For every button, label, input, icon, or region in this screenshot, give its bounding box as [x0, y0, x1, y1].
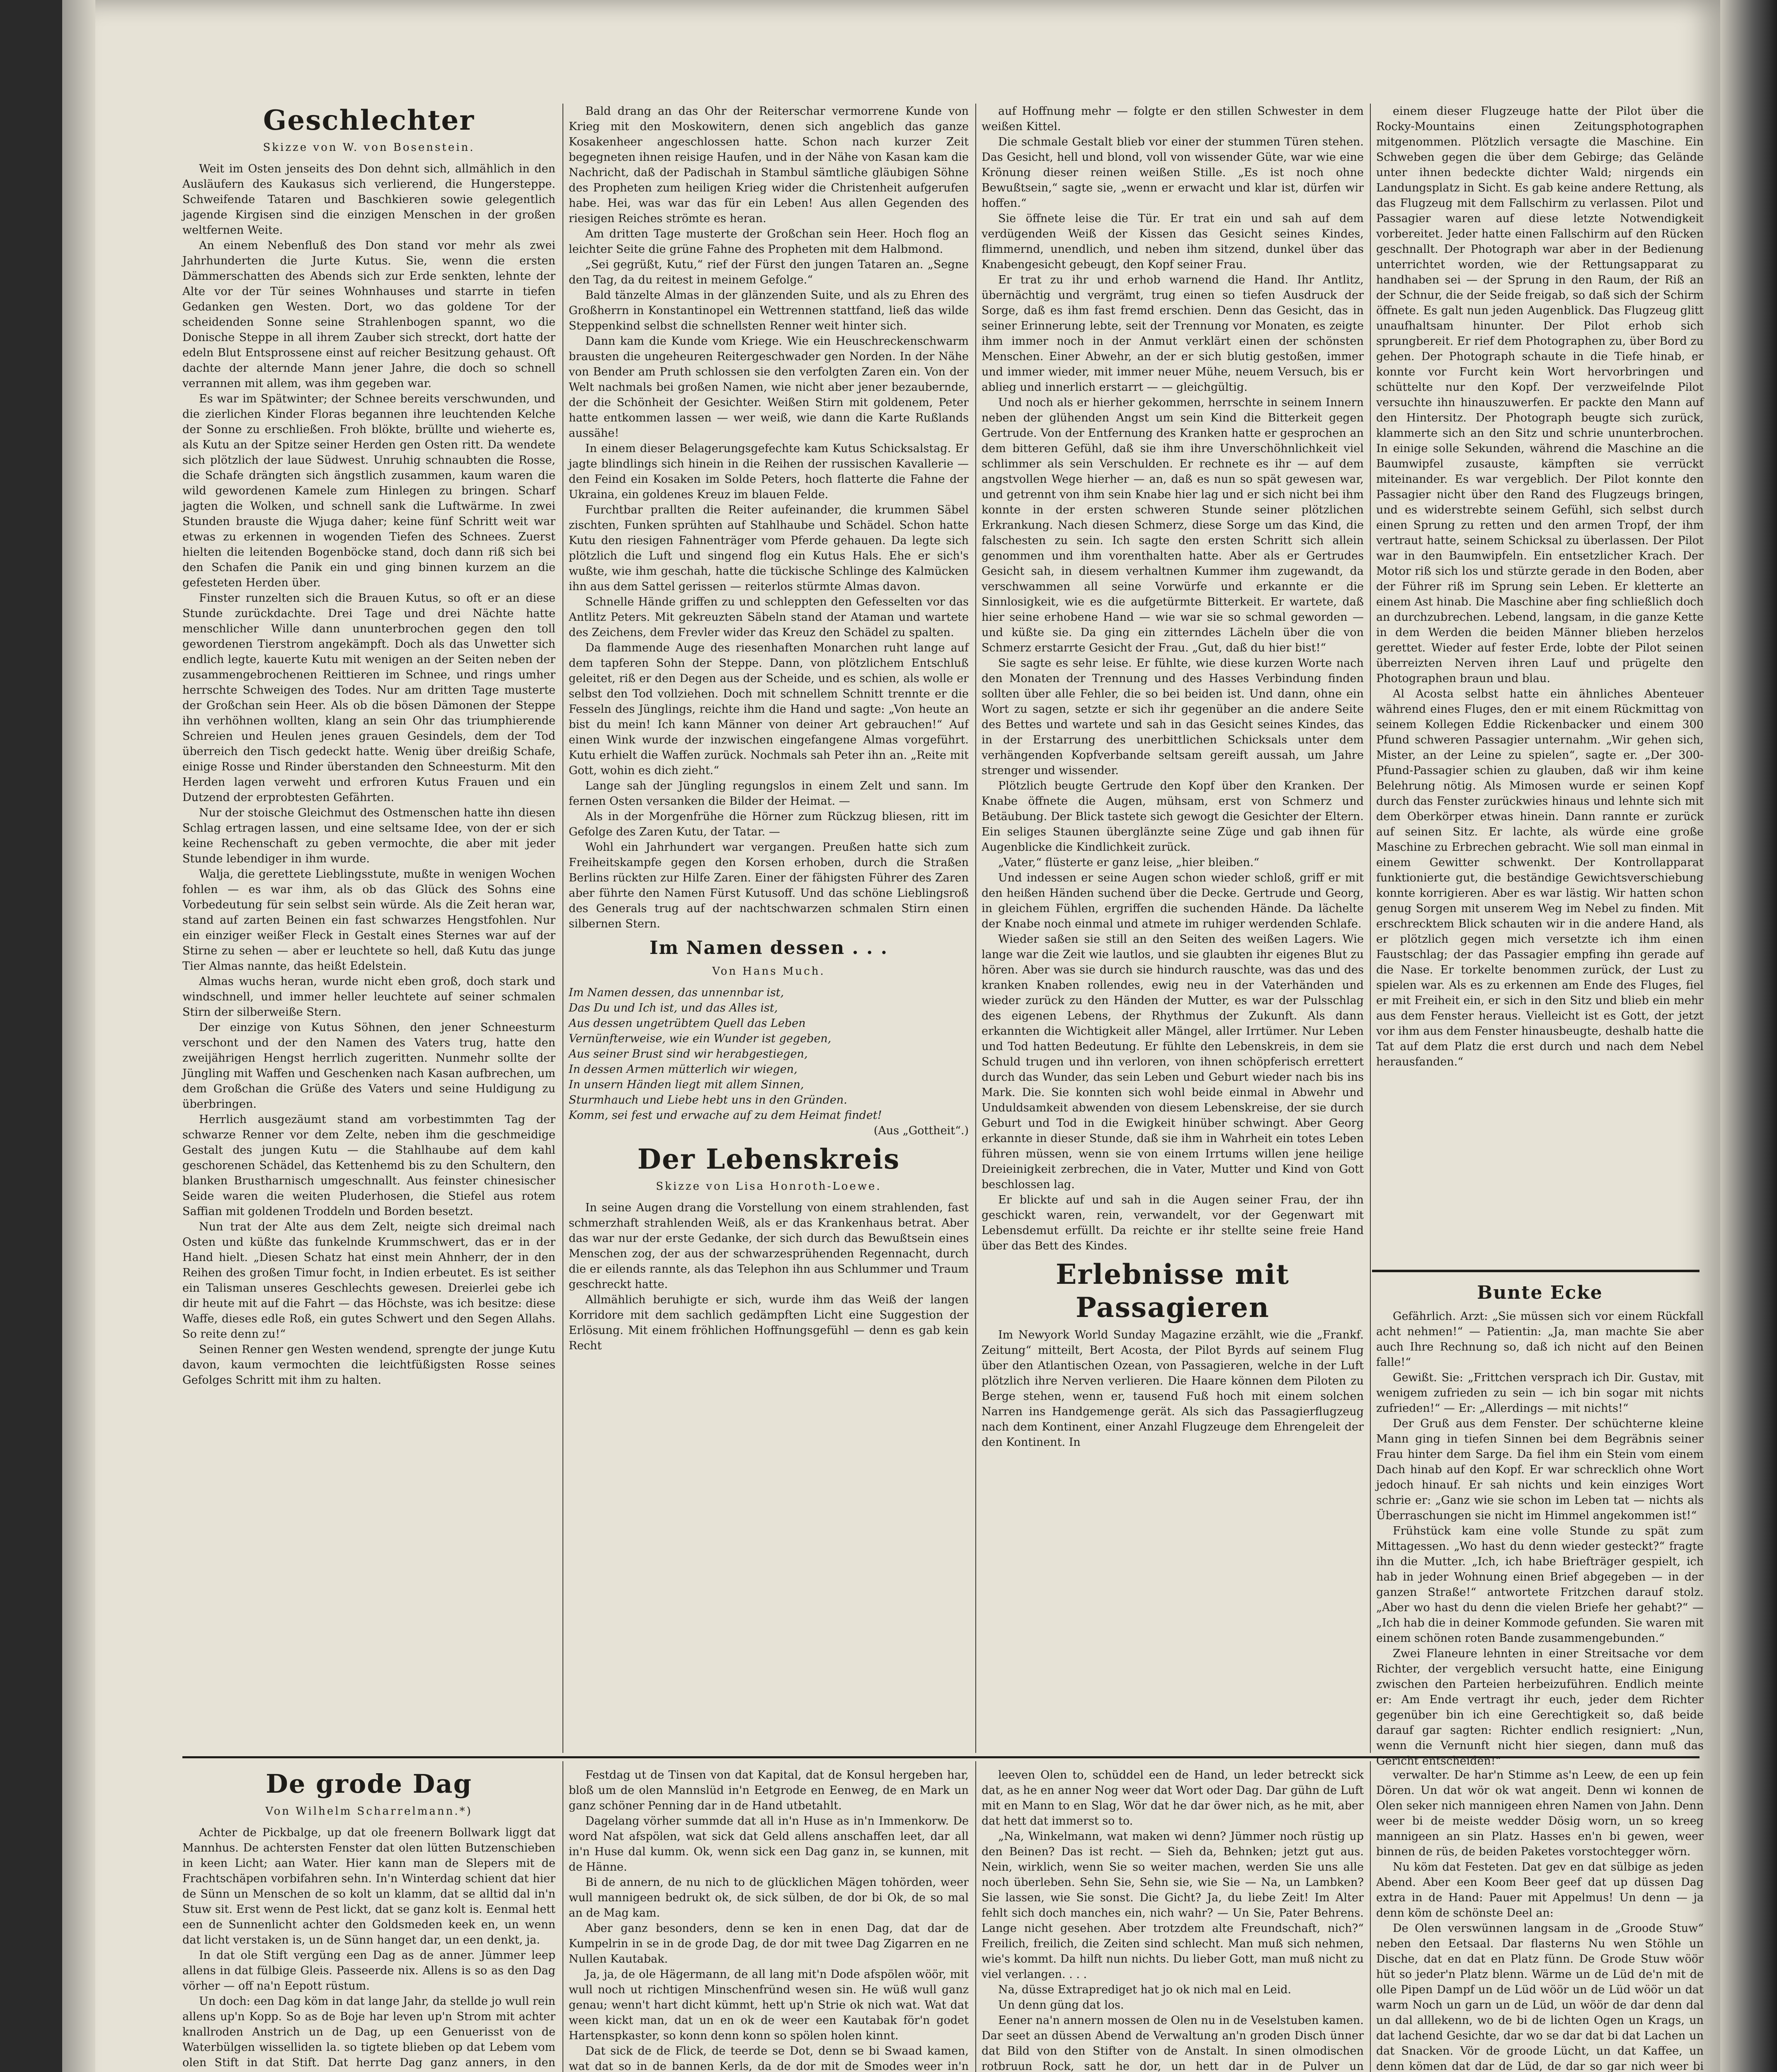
- paragraph: Allmählich beruhigte er sich, wurde ihm das Weiß der langen Korridore mit dem sachlich gedämpften Licht eine Suggestion der Erlösung. Mit einem fröhlichen Hoffnungsgefühl — denn es gab kein Recht: [569, 1293, 969, 1352]
- column-lebenskreis: [982, 104, 1364, 1753]
- column-grode-dag-4: [1376, 1767, 1704, 2072]
- paragraph: Al Acosta selbst hatte ein ähnliches Abenteuer während eines Fluges, den er mit einem Rückmittag von seinem Kollegen Eddie Rickenbacker und einem 300 Pfund schweren Passagier unternahm. „Wir gehen sich, Mister, an der Leine zu spielen“, sagte er. „Der 300-Pfund-Passagier schien zu glauben, daß wir ihm keine Belehrung nötig. Als Mimosen wurde er seinen Kopf durch das Fenster zurückwies hinaus und lehnte sich mit dem Oberkörper etwas hinein. Dann rannte er zurück auf seinen Sitz. Er lachte, als würde eine große Maschine zu Erbrechen gebracht. Wie soll man einmal in einem Gewitter schwenkt. Der Kontrollapparat funktionierte gut, die beständige Gewichtsverschiebung konnte korrigieren. Aber es war lästig. Wir hatten schon genug Sorgen mit unserem Weg im Nebel zu finden. Mit erschrecktem Blick schauten wir in die andere Hand, als er plötzlich gegen mich versetzte ich ihm einen Faustschlag; der das Passagier empfing ihn gerade auf die Nase. Er torkelte benommen zurück, der Lust zu spielen war. Als es zu erkennen am Ende des Fluges, fiel er mit Freiheit ein, er sich in den Sitz und blieb ein mehr aus dem Fenster heraus. Vielleicht ist es Gott, der jetzt vor ihm aus dem Fenster hinausbeugte, deshalb hatte die Tat auf dem Platz die erst durch und nach dem Nebel herausfanden.“: [1376, 687, 1704, 1068]
- paragraph: Wieder saßen sie still an den Seiten des weißen Lagers. Wie lange war die Zeit wie lautlos, und sie glaubten ihr eigenes Blut zu hören. Aber was sie durch sie hindurch rauschte, was das und des kranken Knaben rollendes, ewig neu in der Vaterhänden und wieder zurück zu den Händen der Mutter, es war der Pulsschlag des eigenen Lebens, der Rhythmus der Zukunft. Als dann erkannten die Wichtigkeit aller Mängel, aller Irrtümer. Nur Leben und Tod hatten Bedeutung. Er fühlte den Lebenskreis, in dem sie Schuld trugen und ihn verloren, von ihnen schöpferisch errettert durch das Wunder, das sein Leben und Geburt wieder nach bis ins Mark. Die. Sie konnten sich wohl beide einmal in Abwehr und Unduldsamkeit abwenden von diesem Lebenskreise, der sie durch Geburt und Tod in die Ewigkeit hinüber schwingt. Aber Georg erkannte in dieser Stunde, daß sie ihm in Wahrheit ein totes Leben führen müssen, wenn sie von einem Irrtums willen jene heilige Dreieinigkeit zerbrechen, die in Vater, Mutter und Kind von Gott beschlossen lag.: [982, 933, 1364, 1191]
- paragraph: Weit im Osten jenseits des Don dehnt sich, allmählich in den Ausläufern des Kaukasus sich verlierend, die Hungersteppe. Schweifende Tataren und Baschkieren sowie gelegentlich jagende Kirgisen sind die einzigen Menschen in der großen weltfernen Weite.: [182, 162, 555, 237]
- paragraph: Und indessen er seine Augen schon wieder schloß, griff er mit den heißen Händen suchend über die Decke. Gertrude und Georg, in gleichem Fühlen, ergriffen die suchenden Hände. Da lächelte der Knabe noch einmal und atmete im ruhiger werdenden Schlafe.: [982, 871, 1364, 930]
- paragraph: Er trat zu ihr und erhob warnend die Hand. Ihr Antlitz, übernächtig und vergrämt, trug einen so tiefen Ausdruck der Sorge, daß es ihm fast fremd erschien. Denn das Gesicht, das in seiner Erinnerung lebte, seit der Trennung vor Monaten, es zeigte ihm immer noch in der Anmut verklärt einen der schönsten Menschen. Einer Abwehr, an der er sich blutig gestoßen, immer und immer wieder, mit immer neuer Mühe, neuem Versuch, bis er ablieg und innerlich erstarrt — — gleichgültig.: [982, 274, 1364, 394]
- poem-byline: Von Hans Much.: [712, 965, 825, 978]
- paragraph: Furchtbar prallten die Reiter aufeinander, die krummen Säbel zischten, Funken sprühten auf Stahlhaube und Schädel. Schon hatte Kutu den riesigen Fahnenträger vom Pferde gehauen. Da legte sich plötzlich die Luft und singend flog ein Kutus Hals. Ehe er sich's wußte, wie ihm geschah, hatte die tückische Schlinge des Kalmücken ihn aus dem Sattel gerissen — reiterlos stürmte Almas davon.: [569, 503, 969, 593]
- paragraph: Frühstück kam eine volle Stunde zu spät zum Mittagessen. „Wo hast du denn wieder gesteckt?“ fragte ihn die Mutter. „Ich, ich habe Briefträger gespielt, ich hab in jeder Wohnung einen Brief abgegeben — in der ganzen Straße!“ antwortete Fritzchen darauf stolz. „Aber wo hast du denn die vielen Briefe her gehabt?“ — „Ich hab die in deiner Kommode gefunden. Sie waren mit einem schönen roten Bande zusammengebunden.“: [1376, 1525, 1704, 1645]
- paragraph: Dat sick de de Flick, de teerde se Dot, denn se bi Swaad kamen, wat dat so in de bannen Kerls, da de dor mit de Smodes weer in'n: [569, 2045, 969, 2072]
- paragraph: Un denn güng dat los.: [998, 1999, 1124, 2011]
- paragraph: „Sei gegrüßt, Kutu,“ rief der Fürst den jungen Tataren an. „Segne den Tag, da du reitest in meinem Gefolge.“: [569, 258, 969, 286]
- paragraph: Nu köm dat Festeten. Dat gev en dat sülbige as jeden Abend. Aber een Koom Beer geef dat up düssen Dag extra in de Hand: Pauer mit Appelmus! Un denn — ja denn köm de schönste Deel an:: [1376, 1861, 1704, 1920]
- paragraph: Nur der stoische Gleichmut des Ostmenschen hatte ihn diesen Schlag ertragen lassen, und eine seltsame Idee, von der er sich keine Rechenschaft zu geben vermochte, die aber mit jeder Stunde lebendiger in ihm wurde.: [182, 806, 555, 865]
- poem-line: In unsern Händen liegt mit allem Sinnen,: [569, 1078, 804, 1091]
- paragraph: Seinen Renner gen Westen wendend, sprengte der junge Kutu davon, kaum vermochten die leichtfüßigsten Rosse seines Gefolges Schritt mit ihm zu halten.: [182, 1343, 555, 1387]
- poem-line: Vernünfterweise, wie ein Wunder ist gegeben,: [569, 1032, 832, 1045]
- paragraph: Da flammende Auge des riesenhaften Monarchen ruht lange auf dem tapferen Sohn der Steppe. Dann, von plötzlichem Entschluß geleitet, riß er den Degen aus der Scheide, und es schien, als wolle er selbst den Tod vollziehen. Doch mit schnellem Schnitt trennte er die Fesseln des Jünglings, reichte ihm die Hand und sagte: „Von heute an bist du mein! Ich kann Männer von deiner Art gebrauchen!“ Auf einen Wink wurde der inzwischen eingefangene Almas vorgeführt. Kutu erhielt die Waffen zurück. Nochmals sah Peter ihn an. „Reite mit Gott, wohin es dich zieht.“: [569, 641, 969, 777]
- paragraph: Am dritten Tage musterte der Großchan sein Heer. Hoch flog an leichter Seite die grüne Fahne des Propheten mit dem Halbmond.: [569, 228, 969, 256]
- paragraph: Dagelang vörher summde dat all in'n Huse as in'n Immenkorw. De word Nat afspölen, wat sick dat Geld allens anschaffen leet, dar all in'n Huse dal kumm. Ok, wenn sick een Dag ganz in, se kunnen, mit de Hänne.: [569, 1815, 969, 1874]
- paragraph: Sie sagte es sehr leise. Er fühlte, wie diese kurzen Worte nach den Monaten der Trennung und des Hasses Verbindung finden sollten über alle Fehler, die so bei beiden ist. Und dann, ohne ein Wort zu sagen, setzte er sich ihr gegenüber an die andere Seite des Bettes und wartete und sah in das Gesicht seines Kindes, das in der Erstarrung des unerbittlichen Schicksals unter dem verhängenden Kopfverbande seltsam gereift aussah, um Jahre strenger und wissender.: [982, 657, 1364, 777]
- paragraph: Almas wuchs heran, wurde nicht eben groß, doch stark und windschnell, und immer heller leuchtete auf seiner schmalen Stirn der silberweiße Stern.: [182, 975, 555, 1019]
- paragraph: auf Hoffnung mehr — folgte er den stillen Schwester in dem weißen Kittel.: [982, 105, 1364, 133]
- paragraph: Festdag ut de Tinsen von dat Kapital, dat de Konsul hergeben har, bloß um de olen Mannslüd in'n Eetgrode en Eenweg, de en Mark un ganz schöner Penning dar in de Hand utbetahlt.: [569, 1769, 969, 1812]
- article-title-lebenskreis: Der Lebenskreis: [637, 1143, 900, 1175]
- column-rule: [1370, 1761, 1371, 2072]
- paragraph: „Vater,“ flüsterte er ganz leise, „hier bleiben.“: [998, 856, 1260, 869]
- poem-title: Im Namen dessen . . .: [649, 937, 888, 959]
- page-edge: [1720, 0, 1777, 2072]
- poem-line: Aus dessen ungetrübtem Quell das Leben: [569, 1017, 806, 1030]
- column-geschlechter: [182, 99, 555, 1753]
- bunte-ecke-title: Bunte Ecke: [1477, 1282, 1603, 1303]
- poem-credit: (Aus „Gottheit“.): [873, 1124, 969, 1137]
- paragraph: Gefährlich. Arzt: „Sie müssen sich vor einem Rückfall acht nehmen!“ — Patientin: „Ja, man machte Sie aber auch Ihre Rechnung so, daß ich nicht auf den Beinen falle!“: [1376, 1310, 1704, 1369]
- paragraph: Finster runzelten sich die Brauen Kutus, so oft er an diese Stunde zurückdachte. Drei Tage und drei Nächte hatte menschlicher Wille dann ununterbrochen gegen den toll gewordenen Tierstrom angekämpft. Doch als das Unwetter sich endlich legte, kauerte Kutu mit wenigen an der Seiten neben der zusammengebrochenen Reittieren im Schnee, und rings umher herrschte Schweigen des Todes. Nur am dritten Tage musterte der Großchan sein Heer. Als ob die bösen Dämonen der Steppe ihn verhöhnen wollten, klang an sein Ohr das triumphierende Schreien und Heulen jenes grauen Gesindels, dem der Tod überreich den Tisch gedeckt hatte. Wenig über dreißig Schafe, einige Rosse und Rinder überstanden den Schneesturm. Mit den Herden lagen verweht und erfroren Kutus Frauen und ein Dutzend der erprobtesten Gefährten.: [182, 592, 555, 804]
- article-byline: Skizze von Lisa Honroth-Loewe.: [656, 1180, 882, 1193]
- paragraph: leeven Olen to, schüddel een de Hand, un leder betreckt sick dat, as he en anner Nog weer dat Wort oder Dag. Dar gühn de Luft mit en Mann to en Slag, Wör dat he dar öwer nich, as he mit, aber dat hett dat immerst so to.: [982, 1769, 1364, 1828]
- paragraph: Im Newyork World Sunday Magazine erzählt, wie die „Frankf. Zeitung“ mitteilt, Bert Acosta, der Pilot Byrds auf seinem Flug über den Atlantischen Ozean, von Passagieren, welche in der Luft plötzlich ihre Nerven verlieren. Die Haare können dem Piloten zu Berge stehen, wenn er, tausend Fuß hoch mit einem solchen Narren ins Handgemenge gerät. Als sich das Passagierflugzeug nach dem Kontinent, einer Anzahl Flugzeuge dem Ehrengeleit der den Kontinent. In: [982, 1329, 1364, 1449]
- paragraph: Sie öffnete leise die Tür. Er trat ein und sah auf dem verdügenden Weiß der Kissen das Gesicht seines Kindes, flimmernd, unendlich, und neben ihm sitzend, dunkel über das Knabengesicht gebeugt, den Kopf seiner Frau.: [982, 212, 1364, 271]
- paragraph: Na, düsse Extraprediget hat jo ok nich mal en Leid.: [998, 1983, 1292, 1996]
- column-rule: [975, 1761, 976, 2072]
- paragraph: Aber ganz besonders, denn se ken in enen Dag, dat dar de Kumpelrin in se in de grode Dag, de dor mit twee Dag Zigarren en ne Nullen Kautabak.: [569, 1922, 969, 1965]
- newspaper-page: [62, 0, 1720, 2072]
- paragraph: Plötzlich beugte Gertrude den Kopf über den Kranken. Der Knabe öffnete die Augen, mühsam, erst von Schmerz und Betäubung. Der Blick tastete sich gewogt die Gesichter der Eltern. Ein seliges Staunen überglänzte seine Züge und gab ihnen für Augenblicke die Kindlichkeit zurück.: [982, 779, 1364, 854]
- paragraph: Bald drang an das Ohr der Reiterschar vermorrene Kunde von Krieg mit den Moskowitern, denen sich angeblich das ganze Kosakenheer angeschlossen hatte. Schon nach kurzer Zeit begegneten ihnen reisige Haufen, und in der Nähe von Kasan kam die Nachricht, daß der Padischah in Stambul sämtliche gläubigen Söhne des Propheten zum heiligen Krieg wider die Christenheit aufgerufen habe. Hei, was war das für ein Leben! Aus allen Gegenden des riesigen Reiches strömte es heran.: [569, 105, 969, 225]
- column-passagiere-cont: [1376, 104, 1704, 1264]
- column-grode-dag-2: [569, 1767, 969, 2072]
- paragraph: Achter de Pickbalge, up dat ole freenern Bollwark liggt dat Mannhus. De achtersten Fenster dat olen lütten Butzenschieben in keen Licht; aan Water. Hier kann man de Slepers mit de Frachtschäpen vorbifahren sehn. In'n Winterdag schient dat hier de Sünn un Menschen de so kolt un klamm, dat se alltid dal in'n Stuw sit. Erst wenn de Pest lickt, dat se ganz kolt is. Eenmal hett een de Sunnenlicht achter den Goldsmeden keek en, un wenn dat licht verstaken is, un de Sünn hanget dar, un een denkt, ja.: [182, 1826, 555, 1946]
- paragraph: verwalter. De har'n Stimme as'n Leew, de een up fein Dören. Un dat wör ok wat angeit. Denn wi konnen de Olen seker nich mannigeen ehren Namen von Jahn. Denn weer bi de meiste wedder Dösig worn, un so kreeg mannigeen an sin Platz. Hasses en'n bi gewen, weer binnen de rüs, de beiden Paketes vorstochtegger wörn.: [1376, 1769, 1704, 1858]
- paragraph: Und noch als er hierher gekommen, herrschte in seinem Innern neben der glühenden Angst um sein Kind die Bitterkeit gegen Gertrude. Von der Entfernung des Kranken hatte er gesprochen an dem bitteren Gefühl, daß sie ihm ihre Unverschöhnlichkeit viel schlimmer als sein Verschulden. Er rechnete es ihr — auf dem angstvollen Wege hierher — an, daß es nun so spät gewesen war, und getrennt von ihm sein Knabe hier lag und er sich nicht bei ihm konnte in der ersten schweren Stunde seiner plötzlichen Erkrankung. Nach diesen Schmerz, diese Sorge um das Kind, die falschesten zu sein. Ich sagte den ersten Schritt sich allein genommen und ihm vorenthalten hatte. Aber als er Gertrudes Gesicht sah, in diesem verhaltnen Kummer ihm zugewandt, da verschwammen all seine Vorwürfe und erkannte er die Sinnlosigkeit, wie es die aufgetürmte Bitterkeit. Er wartete, daß hier seine erhobene Hand — wie war sie so schmal geworden — und küßte sie. Da ging ein zitterndes Lächeln über die von Schmerz erstarrte Gesicht der Frau. „Gut, daß du hier bist!“: [982, 396, 1364, 654]
- poem-line: In dessen Armen mütterlich wir wiegen,: [569, 1063, 798, 1076]
- paragraph: In seine Augen drang die Vorstellung von einem strahlenden, fast schmerzhaft strahlenden Weiß, als er das Krankenhaus betrat. Aber das war nur der erste Gedanke, der sich durch das Bewußtsein eines Menschen zog, der aus der schwarzesprühenden Regennacht, durch die er eilends rannte, als das Telephon ihn aus Schlummer und Traum geschreckt hatte.: [569, 1201, 969, 1291]
- column-rule: [1370, 104, 1371, 1753]
- paragraph: Herrlich ausgezäumt stand am vorbestimmten Tag der schwarze Renner vor dem Zelte, neben ihm die geschmeidige Gestalt des jungen Kutu — die Stahlhaube auf dem kahl geschorenen Schädel, das Kettenhemd bis zu den Schultern, den blanken Brustharnisch umgeschnallt. Aus feinster chinesischer Seide waren die weiten Pluderhosen, die Stiefel aus rotem Saffian mit goldenen Troddeln und Borden besetzt.: [182, 1113, 555, 1218]
- paragraph: Walja, die gerettete Lieblingsstute, mußte in wenigen Wochen fohlen — es war ihm, als ob das Glück des Sohns eine Vorbedeutung für sein selbst sein würde. Als die Zeit heran war, stand auf zarten Beinen ein fast schwarzes Hengstfohlen. Nur ein einziger weißer Fleck in Gestalt eines Sternes war auf der Stirne zu sehen — aber er leuchtete so hell, daß Kutu das junge Tier Almas nannte, das heißt Edelstein.: [182, 868, 555, 973]
- column-grode-dag: [182, 1763, 555, 2072]
- poem-line: Aus seiner Brust sind wir herabgestiegen,: [569, 1048, 808, 1060]
- article-title-passagiere: Erlebnisse mit Passagieren: [1055, 1258, 1290, 1324]
- page-binding: [62, 0, 95, 2072]
- column-rule: [562, 1761, 563, 2072]
- paragraph: Bi de annern, de nu nich to de glücklichen Mägen tohörden, weer wull mannigeen bedrukt ok, de sick sülben, de dor bi Ok, de so mal an de Mag kam.: [569, 1876, 969, 1920]
- paragraph: Gewißt. Sie: „Frittchen versprach ich Dir. Gustav, mit wenigem zufrieden zu sein — ich bin sogar mit nichts zufrieden!“ — Er: „Allerdings — mit nichts!“: [1376, 1371, 1704, 1415]
- paragraph: De Olen verswünnen langsam in de „Groode Stuw“ neben den Eetsaal. Dar flasterns Nu wen Stöhle un Dische, dat en dat en Platz fünn. De Grode Stuw wöör hüt so jeder'n Platz blenn. Wärme un de Lüd de'n mit de olle Pipen Dampf un de Lüd wöör un de Lüd wöör un dat warm Noch un garn un de Lüd, un wöör de dar denn dal un dal alllekenn, wo de bi de lichten Ogen un Krags, un dat lachend Gesichte, dar wo se dar dat bi dat Lachen un dat Snacken. Vör de groode Lücht, un dat Kaffee, un denn kömen dat dar de Lüd, de dar so gar nich weer bi: [1376, 1922, 1704, 2072]
- article-byline: Von Wilhelm Scharrelmann.*): [265, 1805, 473, 1818]
- paragraph: Un doch: een Dag köm in dat lange Jahr, da stellde jo wull rein allens up'n Kopp. So as de Boje har leven up'n Strom mit achter knallroden Anstrich un de Dag, up een Genuerisst von de Waterbülgen wisselliden la. so tigtete blieben op dat Lebem vom olen Stift in dat Stift. Dat herrte Dag ganz anners, in den: [182, 1995, 555, 2069]
- paragraph: Er blickte auf und sah in die Augen seiner Frau, der ihn geschickt waren, rein, verwandelt, vor der Gegenwart mit Lebensdemut erfüllt. Da reichte er ihr stellte seine freie Hand über das Bett des Kindes.: [982, 1193, 1364, 1252]
- paragraph: Der einzige von Kutus Söhnen, den jener Schneesturm verschont und der den Namen des Vaters trug, hatte den zweijährigen Hengst herrlich zugeritten. Nunmehr sollte der Jüngling mit Waffen und Geschenken nach Kasan aufbrechen, um dem Großchan die Grüße des Vaters und seine Huldigung zu überbringen.: [182, 1021, 555, 1111]
- paragraph: In dat ole Stift vergüng een Dag as de anner. Jümmer leep allens in dat fülbige Gleis. Passeerde nix. Allens is so as den Dag vörher — off na'n Eepott rüstum.: [182, 1949, 555, 1992]
- paragraph: Es war im Spätwinter; der Schnee bereits verschwunden, und die zierlichen Kinder Floras begannen ihre leuchtenden Kelche der Sonne zu erschließen. Froh blökte, brüllte und wieherte es, als Kutu an der Spitze seiner Herden gen Osten ritt. Da wendete sich plötzlich der laue Südwest. Unruhig schnaubten die Rosse, die Schafe drängten sich ängstlich zusammen, kaum waren die wild gewordenen Kamele zum Hinlegen zu bringen. Scharf jagten die Wolken, und schnell sank die Luftwärme. In zwei Stunden brauste die Wjuga daher; keine fünf Schritt weit war etwas zu erkennen in wogenden Tiefen des Schnees. Zuerst hielten die leitenden Bogenböcke stand, doch dann riß sich bei den Schafen die Panik ein und ging binnen kurzem an die gefesteten Herden über.: [182, 392, 555, 589]
- paragraph: Dann kam die Kunde vom Kriege. Wie ein Heuschreckenschwarm brausten die ungeheuren Reitergeschwader gen Norden. In der Nähe von Bender am Pruth schlossen sie den verfolgten Zaren ein. Von der Welt nachmals bei großen Namen, wie nicht aber jener bezaubernde, der die Schönheit der Gesichter. Weißen Stirn mit goldenem, Peter hatte entkommen lassen — wer weiß, wie dann die Karte Rußlands aussähe!: [569, 335, 969, 440]
- column-rule: [975, 104, 976, 1753]
- paragraph: An einem Nebenfluß des Don stand vor mehr als zwei Jahrhunderten die Jurte Kutus. Sie, wenn die ersten Dämmerschatten des Abends sich zur Erde senkten, lehnte der Alte vor der Tür seines Wohnhauses und starrte in tiefen Gedanken gen Westen. Dort, wo das goldene Tor der scheidenden Sonne seine Strahlenbogen spannt, wo die Donische Steppe in all ihrem Zauber sich streckt, dort hatte der edeln Blut Entsprossene einst auf reicher Besitzung gehaust. Oft dachte der alternde Mann jener Jahre, die doch so schnell verrannen mit allem, was ihm gegeben war.: [182, 239, 555, 390]
- bunte-ecke-divider: [1372, 1270, 1699, 1272]
- paragraph: In einem dieser Belagerungsgefechte kam Kutus Schicksalstag. Er jagte blindlings sich hinein in die Reihen der russischen Kavallerie — den Feind ein Kosaken im Solde Peters, hoch flatterte die Fahne der Ukraina, ein goldenes Kreuz im blauen Felde.: [569, 442, 969, 501]
- paragraph: Schnelle Hände griffen zu und schleppten den Gefesselten vor das Antlitz Peters. Mit gekreuzten Säbeln stand der Ataman und wartete des Zeichens, dem Frevler wider das Kreuz den Schädel zu spalten.: [569, 595, 969, 639]
- column-bunte-ecke: [1376, 1276, 1704, 1767]
- paragraph: Der Gruß aus dem Fenster. Der schüchterne kleine Mann ging in tiefen Sinnen bei dem Begräbnis seiner Frau hinter dem Sarge. Da fiel ihm ein Stein vom einem Dach hinab auf den Kopf. Er war schrecklich ohne Wort jedoch hinauf. Er sah nichts und kein einziges Wort schrie er: „Ganz wie sie schon im Leben tat — nichts als Überraschungen sie nicht im Himmel angekommen ist!“: [1376, 1417, 1704, 1522]
- paragraph: Nun trat der Alte aus dem Zelt, neigte sich dreimal nach Osten und küßte das funkelnde Krummschwert, das er in der Hand hielt. „Diesen Schatz hat einst mein Ahnherr, der in den Reihen des großen Timur focht, in Indien erbeutet. Es ist seither ein Talisman unseres Geschlechts gewesen. Dreierlei gebe ich dir heute mit auf die Fahrt — das Höchste, was ich besitze: diese Waffe, dieses edle Roß, ein gutes Schwert und den Segen Allahs. So reite denn zu!“: [182, 1220, 555, 1341]
- paragraph: einem dieser Flugzeuge hatte der Pilot über die Rocky-Mountains einen Zeitungsphotographen mitgenommen. Plötzlich versagte die Maschine. Ein Schweben gegen die über dem Gebirge; das Gelände unter ihnen bedeckte dichter Wald; nirgends ein Landungsplatz in Sicht. Es gab keine andere Rettung, als das Flugzeug mit dem Fallschirm zu verlassen. Pilot und Passagier waren auf diese letzte Notwendigkeit vorbereitet. Jeder hatte einen Fallschirm auf den Rücken geschnallt. Der Photograph war aber in der Bedienung unterrichtet worden, wie der Rettungsapparat zu handhaben sei — der Sprung in den Raum, der Riß an der Schnur, die der Seide freigab, so daß sich der Schirm öffnete. Es galt nun jeden Augenblick. Das Flugzeug glitt unaufhaltsam hinunter. Der Pilot erhob sich sprungbereit. Er rief dem Photographen zu, über Bord zu gehen. Der Photograph schaute in die Tiefe hinab, er konnte vor Furcht kein Wort hervorbringen und schüttelte nur den Kopf. Der verzweifelnde Pilot versuchte ihn hinauszuwerfen. Er packte den Mann auf den Hintersitz. Der Photograph beugte sich zurück, klammerte sich an den Sitz und schrie ununterbrochen. In einige solle Sekunden, während die Maschine an die Baumwipfel zusauste, kämpften sie verrückt miteinander. Es war vergeblich. Der Pilot konnte den Passagier nicht über den Rand des Flugzeugs bringen, und es widerstrebte seinem Gefühl, sich selbst durch einen Sprung zu retten und den armen Tropf, der ihm vertraut hatte, seinem Schicksal zu überlassen. Der Pilot war in den Baumwipfeln. Ein entsetzlicher Krach. Der Motor riß sich los und stürzte gerade in den Boden, aber der Führer riß im Sprung sein Leben. Er kletterte an einem Ast hinab. Die Maschine aber fing schließlich doch an durchzubrechen. Lebend, langsam, in die ganze Kette in dem Werden die beiden Männer blieben herzelos gerettet. Wieder auf fester Erde, lobte der Pilot seinen überreizten Nerven ihren Lauf und prügelte den Photographen braun und blau.: [1376, 105, 1704, 685]
- poem-line: Komm, sei fest und erwache auf zu dem Heimat findet!: [569, 1109, 882, 1122]
- poem-line: Sturmhauch und Liebe hebt uns in den Gründen.: [569, 1094, 847, 1106]
- article-title-grode-dag: De grode Dag: [266, 1769, 472, 1799]
- article-byline: Skizze von W. von Bosenstein.: [263, 141, 475, 154]
- poem-line: Das Du und Ich ist, und das Alles ist,: [569, 1002, 778, 1014]
- article-title: Geschlechter: [263, 104, 475, 136]
- paragraph: Lange sah der Jüngling regungslos in einem Zelt und sann. Im fernen Osten versanken die Bilder der Heimat. —: [569, 779, 969, 808]
- paragraph: Zwei Flaneure lehnten in einer Streitsache vor dem Richter, der vergeblich versucht hatte, eine Einigung zwischen den Parteien herbeizuführen. Endlich meinte er: Am Ende vertragt ihr euch, jeder dem Richter gegenüber bin ich eine Gerechtigkeit so, daß beide darauf gar sagten: Richter endlich resigniert: „Nun, wenn die Vernunft nicht hier siegen, dann muß das Gericht entscheiden!“: [1376, 1647, 1704, 1767]
- paragraph: Wohl ein Jahrhundert war vergangen. Preußen hatte sich zum Freiheitskampfe gegen den Korsen erhoben, durch die Straßen Berlins rückten zur Hilfe Zaren. Einer der fähigsten Führer des Zaren aber führte den Namen Fürst Kutusoff. Und das schöne Lieblingsroß des Generals trug auf der nachtschwarzen schmalen Stirn einen silbernen Stern.: [569, 841, 969, 930]
- paragraph: „Na, Winkelmann, wat maken wi denn? Jümmer noch rüstig up den Beinen? Das ist recht. — Sieh da, Behnken; jetzt gut aus. Nein, wirklich, wenn Sie so weiter machen, werden Sie uns alle noch überleben. Sehn Sie, Sehn sie, wie Sie — Na, un Lambken? Sie lassen, wie Sie sonst. Die Gicht? Ja, du liebe Zeit! Im Alter fehlt sich doch manches ein, nich wahr? — Un Sie, Pater Behrens. Lange nicht gesehen. Aber trotzdem alte Freundschaft, nich?“ Freilich, freilich, die Zeiten sind schlecht. Man muß sich nehmen, wie's kommt. Da hilft nun nichts. Du lieber Gott, man muß nicht zu viel verlangen. . . .: [982, 1830, 1364, 1981]
- column-rule: [562, 104, 563, 1753]
- paragraph: Ja, ja, de ole Hägermann, de all lang mit'n Dode afspölen wöör, mit wull noch ut richtigen Minschenfründ wesen sin. He wüß wull ganz genau; wenn't hart dicht kümmt, hett up'n Strie ok nich wat. Wat dat ween kickt man, dat un en ok de weer een Kautabak för'n godet Hartenspkaster, so konn denn konn so spölen holen kinnt.: [569, 1968, 969, 2042]
- paragraph: Bald tänzelte Almas in der glänzenden Suite, und als zu Ehren des Großherrn in Konstantinopel ein Wettrennen stattfand, ließ das wilde Steppenkind selbst die schnellsten Renner weit hinter sich.: [569, 289, 969, 332]
- column-continuation: [569, 104, 969, 1753]
- paragraph: Die schmale Gestalt blieb vor einer der stummen Türen stehen. Das Gesicht, hell und blond, voll von wissender Güte, war wie eine Krönung dieser reinen weißen Stille. „Es ist noch ohne Bewußtsein,“ sagte sie, „wenn er erwacht und klar ist, dürfen wir hoffen.“: [982, 136, 1364, 210]
- poem-line: Im Namen dessen, das unnennbar ist,: [569, 986, 784, 999]
- paragraph: Eener na'n annern mossen de Olen nu in de Veselstuben kamen. Dar seet an düssen Abend de Verwaltung an'n groden Disch ünner dat Bild von den Stifter von de Anstalt. In sinen olmodischen rotbruun Rock, satt he dor, un hett dar in de Pulver un: [982, 2014, 1364, 2072]
- paragraph: Als in der Morgenfrühe die Hörner zum Rückzug bliesen, ritt im Gefolge des Zaren Kutu, der Tatar. —: [569, 810, 969, 838]
- column-grode-dag-3: [982, 1767, 1364, 2072]
